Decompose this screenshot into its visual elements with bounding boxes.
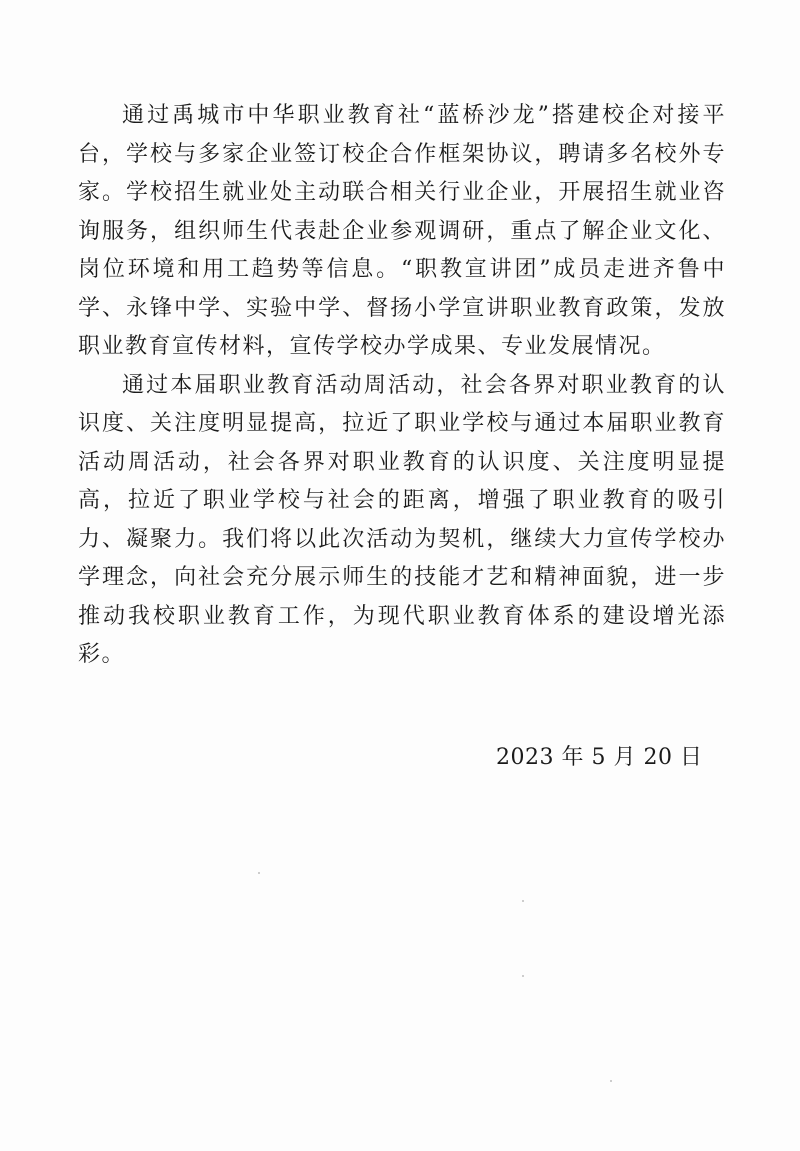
paragraph-school-enterprise: 通过禹城市中华职业教育社“蓝桥沙龙”搭建校企对接平台，学校与多家企业签订校企合作框架协议，聘请多名校外专家。学校招生就业处主动联合相关行业企业，开展招生就业咨询服务，组织师生代表赴企业参观调研，重点了解企业文化、岗位环境和用工趋势等信息。“职教宣讲团”成员走进齐鲁中学、永锋中学、实验中学、督扬小学宣讲职业教育政策，发放职业教育宣传材料，宣传学校办学成果、专业发展情况。 bbox=[78, 103, 726, 359]
document-date: 2023 年 5 月 20 日 bbox=[496, 745, 703, 770]
scan-speck bbox=[258, 872, 260, 874]
scan-speck bbox=[522, 900, 524, 902]
body-text bbox=[78, 97, 726, 675]
scan-speck bbox=[610, 1080, 612, 1082]
paragraph-summary: 通过本届职业教育活动周活动，社会各界对职业教育的认识度、关注度明显提高，拉近了职业学校与通过本届职业教育活动周活动，社会各界对职业教育的认识度、关注度明显提高，拉近了职业学校与社会的距离，增强了职业教育的吸引力、凝聚力。我们将以此次活动为契机，继续大力宣传学校办学理念，向社会充分展示师生的技能才艺和精神面貌，进一步推动我校职业教育工作，为现代职业教育体系的建设增光添彩。 bbox=[78, 372, 726, 667]
scan-speck bbox=[522, 975, 524, 977]
